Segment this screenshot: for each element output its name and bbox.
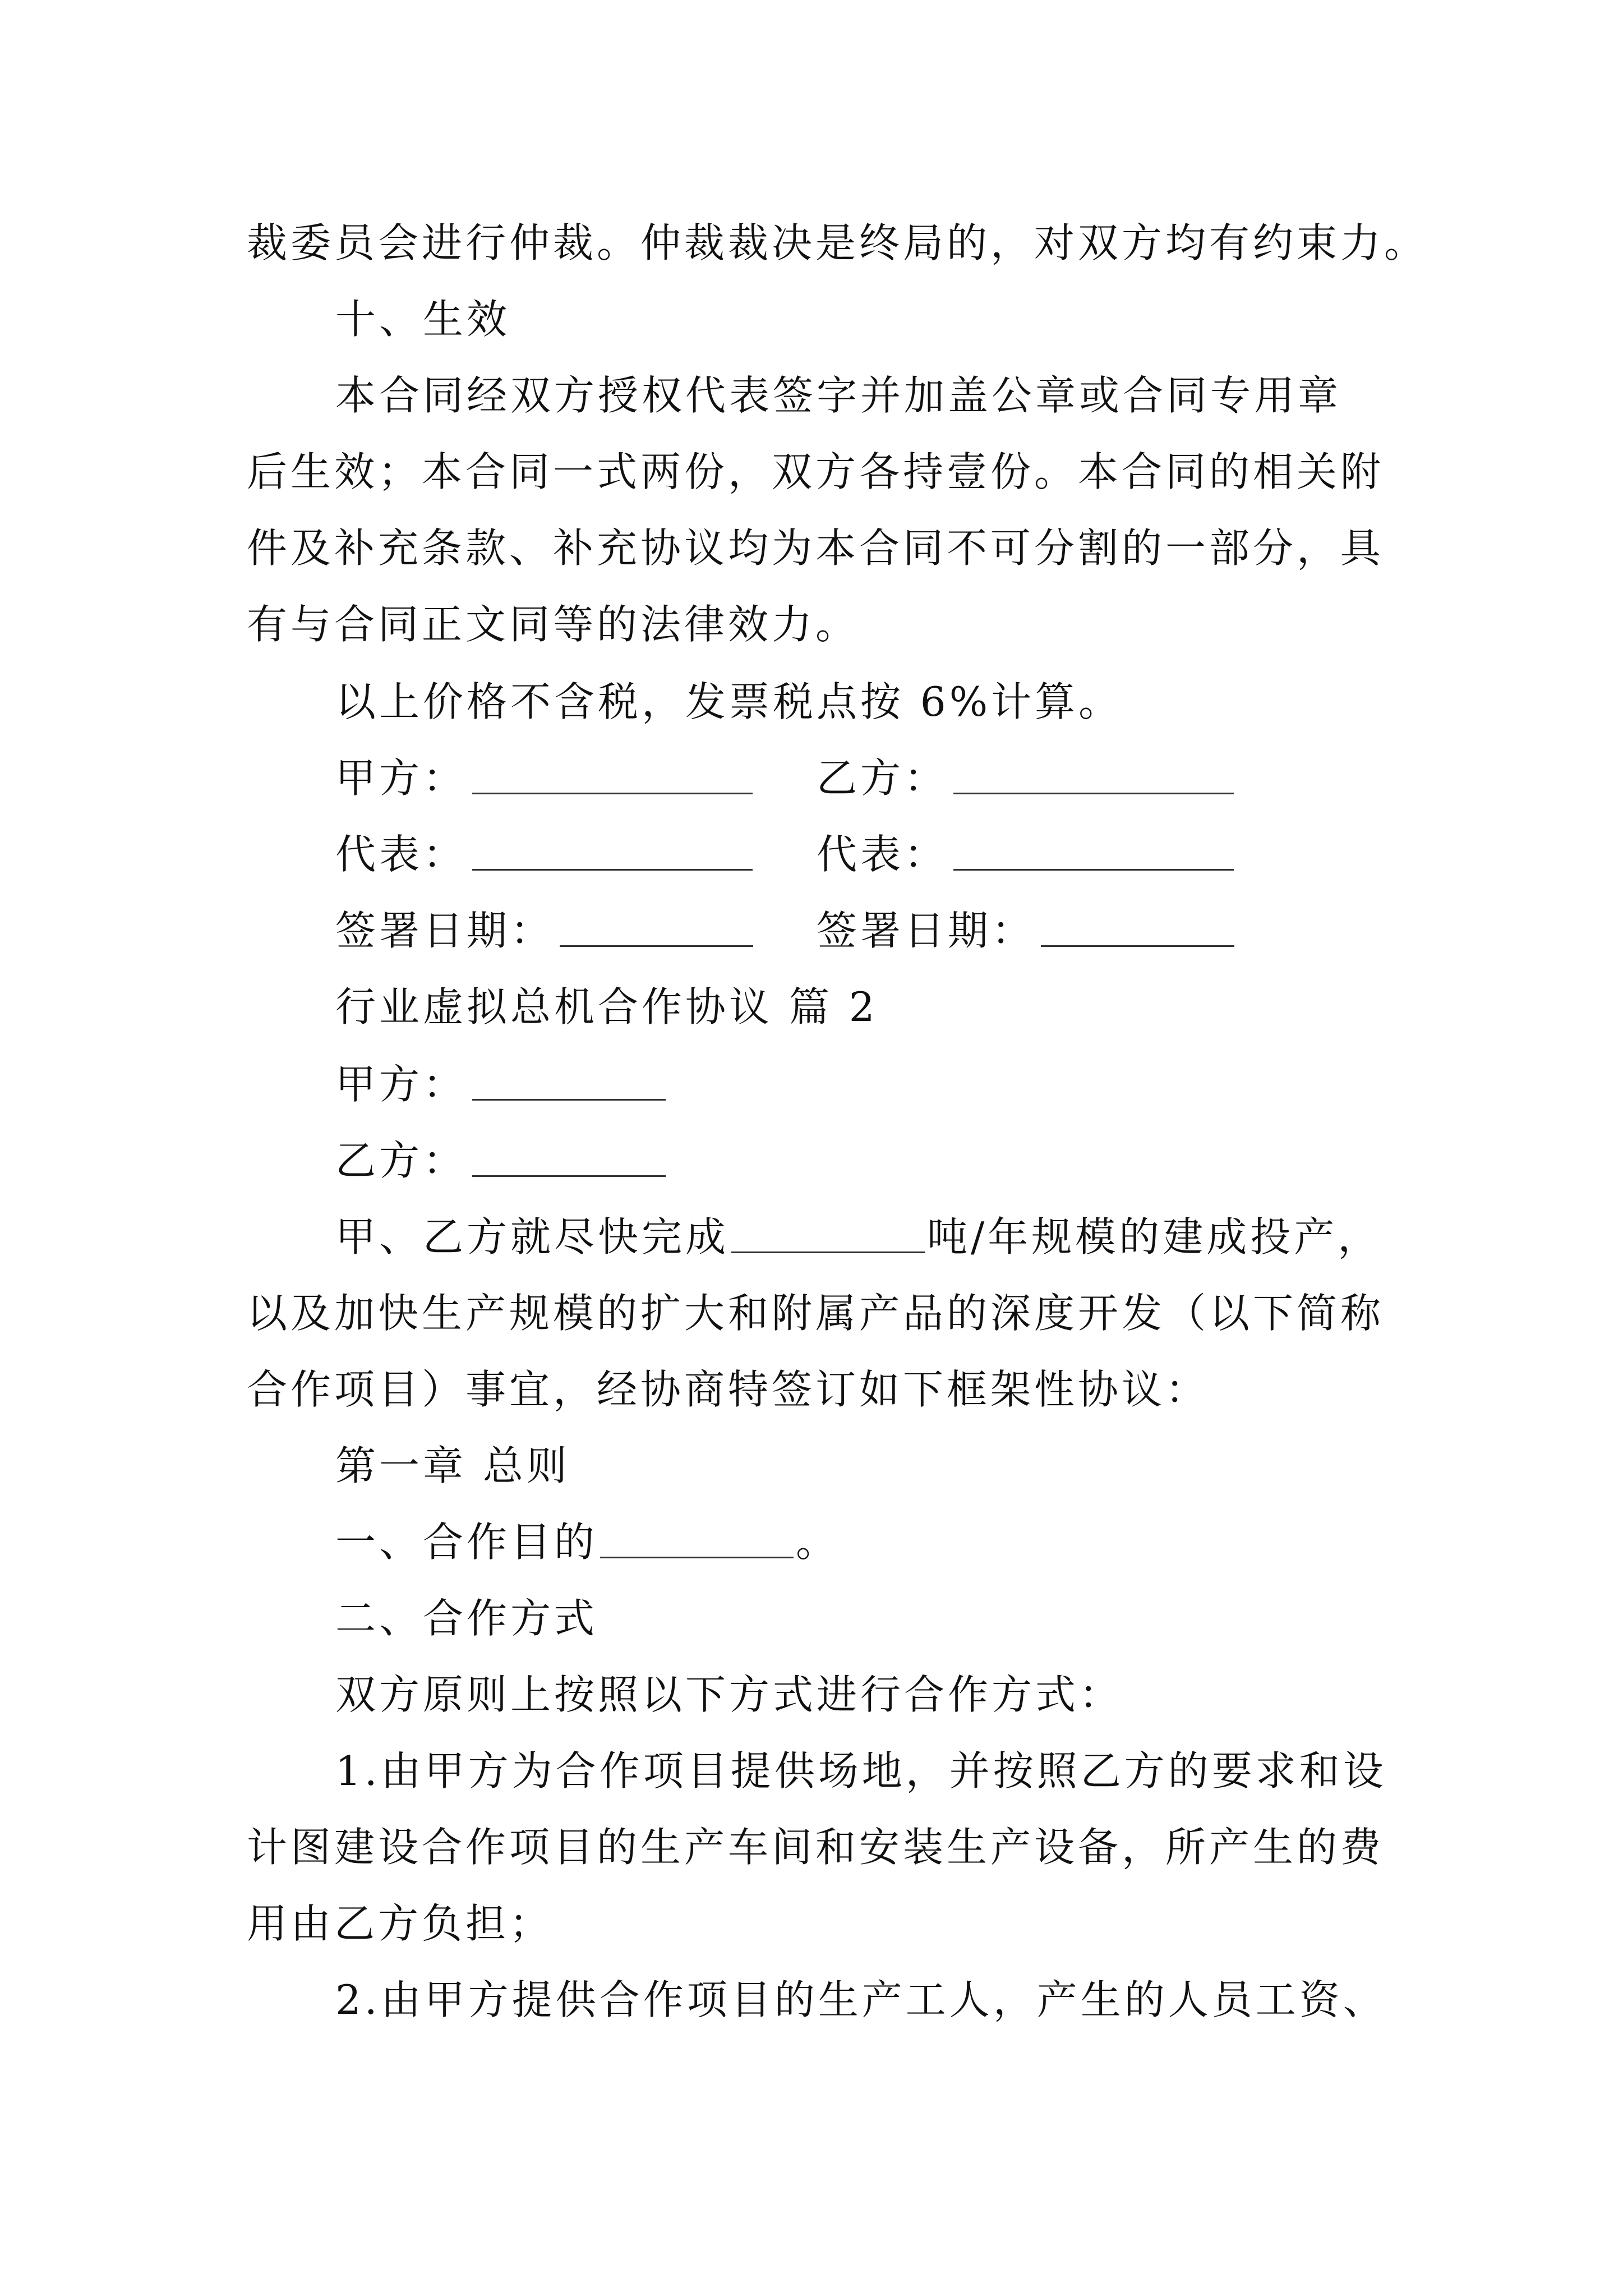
party-a-blank[interactable]	[472, 759, 753, 794]
party-b2-row	[335, 1135, 666, 1186]
rep-a-blank[interactable]	[472, 835, 753, 871]
section-title: 行业虚拟总机合作协议 篇 2	[335, 983, 878, 1030]
clause-purpose	[335, 1517, 840, 1567]
signature-rep-b	[817, 829, 1234, 880]
paragraph-line: 合作项目）事宜，经协商特签订如下框架性协议：	[247, 1366, 1210, 1413]
signature-party-a	[335, 753, 753, 803]
paragraph-line: 以上价格不含税，发票税点按 6%计算。	[335, 678, 1123, 725]
party-b-blank[interactable]	[953, 759, 1234, 794]
item1-pre: 一、合作目的	[335, 1519, 598, 1566]
rep-a-label: 代表：	[335, 831, 467, 878]
paragraph-line: 以及加快生产规模的扩大和附属产品的深度开发（以下简称	[247, 1290, 1385, 1337]
chapter-heading: 第一章 总则	[335, 1442, 570, 1489]
purpose-blank[interactable]	[600, 1523, 794, 1558]
paragraph-line: 1.由甲方为合作项目提供场地，并按照乙方的要求和设	[335, 1747, 1387, 1795]
date-b-label: 签署日期：	[817, 907, 1036, 954]
party-b-label: 乙方：	[817, 754, 948, 802]
paragraph-line: 2.由甲方提供合作项目的生产工人，产生的人员工资、	[335, 1976, 1387, 2023]
paragraph-line: 双方原则上按照以下方式进行合作方式：	[335, 1671, 1123, 1718]
section-heading: 十、生效	[335, 296, 511, 343]
paragraph-line: 本合同经双方授权代表签字并加盖公章或合同专用章	[335, 372, 1342, 419]
paragraph-line: 用由乙方负担；	[247, 1900, 554, 1947]
p1-pre: 甲、乙方就尽快完成	[335, 1213, 730, 1260]
date-b-blank[interactable]	[1041, 912, 1234, 947]
rep-b-label: 代表：	[817, 831, 948, 878]
rep-b-blank[interactable]	[953, 835, 1234, 871]
signature-date-a	[335, 905, 753, 956]
paragraph-line: 有与合同正文同等的法律效力。	[247, 601, 860, 648]
party-a2-blank[interactable]	[472, 1065, 666, 1101]
party-b2-label: 乙方：	[335, 1137, 467, 1184]
signature-party-b	[817, 753, 1234, 803]
paragraph-line: 计图建设合作项目的生产车间和安装生产设备，所产生的费	[247, 1824, 1385, 1871]
paragraph-line: 后生效；本合同一式两份，双方各持壹份。本合同的相关附	[247, 448, 1385, 495]
party-a2-label: 甲方：	[335, 1061, 467, 1108]
clause-heading: 二、合作方式	[335, 1595, 598, 1642]
paragraph-line: 裁委员会进行仲裁。仲裁裁决是终局的，对双方均有约束力。	[247, 219, 1428, 266]
party-a2-row	[335, 1059, 666, 1110]
party-a-label: 甲方：	[335, 754, 467, 802]
tonnage-blank[interactable]	[731, 1218, 925, 1253]
item1-post: 。	[796, 1519, 840, 1566]
signature-rep-a	[335, 829, 753, 880]
p1-post: 吨/年规模的建成投产，	[927, 1213, 1382, 1260]
signature-date-b	[817, 905, 1234, 956]
party-b2-blank[interactable]	[472, 1142, 666, 1177]
paragraph-line	[335, 1212, 1381, 1262]
date-a-label: 签署日期：	[335, 907, 555, 954]
paragraph-line: 件及补充条款、补充协议均为本合同不可分割的一部分，具	[247, 524, 1385, 572]
date-a-blank[interactable]	[560, 912, 753, 947]
